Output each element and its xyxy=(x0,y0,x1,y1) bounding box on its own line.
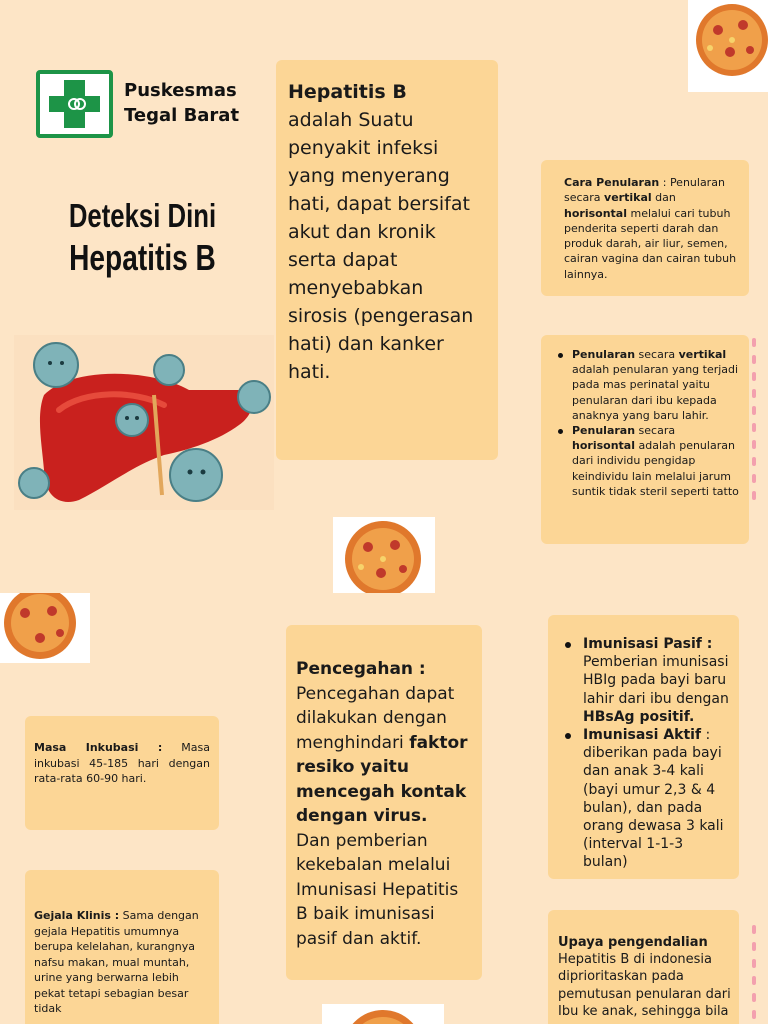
masa-inkubasi-text: Masa inkubasi 45-185 hari dengan rata-rata 60-90 hari. xyxy=(34,741,210,785)
title-line2: Hepatitis B xyxy=(69,237,216,278)
org-name xyxy=(124,78,264,128)
list-item: Penularan secara vertikal adalah penularan yang terjadi pada mas perinatal yaitu penularan dari ibu kepada anaknya yang baru lahir. xyxy=(555,347,739,423)
penularan-list xyxy=(555,347,739,499)
decorative-dots xyxy=(752,925,756,1024)
definition-card xyxy=(276,60,498,460)
cara-penularan-label: Cara Penularan xyxy=(564,176,660,189)
pencegahan-label: Pencegahan : xyxy=(296,659,426,679)
list-item: Imunisasi Aktif : diberikan pada bayi dan anak 3-4 kali (bayi umur 2,3 & 4 bulan), dan pada orang dewasa 3 kali (interval 1-1-3 bulan) xyxy=(558,726,731,872)
cara-penularan-text: Cara Penularan : Penularan secara vertikal dan horisontal melalui cari tubuh penderita seperti darah dan produk darah, air liur, semen, cairan vagina dan cairan tubuh lainnya. xyxy=(564,176,737,281)
org-name-line2: Tegal Barat xyxy=(124,105,240,126)
coronavirus-icon xyxy=(322,1004,444,1024)
masa-inkubasi-label: Masa Inkubasi : xyxy=(34,741,163,754)
liver-virus-illustration xyxy=(14,335,274,510)
definition-term: Hepatitis B xyxy=(288,81,407,103)
gejala-text: Sama dengan gejala Hepatitis umumnya berupa kelelahan, kurangnya nafsu makan, mual muntah, urine yang berwarna lebih pekat tetapi sebagian besar tidak xyxy=(34,909,199,1015)
puskesmas-logo-icon xyxy=(36,70,113,138)
upaya-text: Hepatitis B di indonesia diprioritaskan pada pemutusan penularan dari Ibu ke anak, sehingga bila xyxy=(558,952,731,1019)
masa-inkubasi-card xyxy=(25,716,219,830)
list-item: Penularan secara horisontal adalah penularan dari individu pengidap keindividu lain melalui jarum suntik tidak steril seperti tatto xyxy=(555,423,739,499)
coronavirus-icon xyxy=(0,593,90,663)
imunisasi-list xyxy=(558,635,731,872)
coronavirus-icon xyxy=(333,517,435,593)
coronavirus-icon xyxy=(688,0,768,92)
title-line1: Deteksi Dini xyxy=(68,197,217,234)
pencegahan-card: Pencegahan : Pencegahan dapat dilakukan dengan menghindari faktor resiko yaitu mencegah kontak dengan virus. Dan pemberian kekebalan melalui Imunisasi Hepatitis B baik imunisasi pasif dan aktif. xyxy=(286,625,482,980)
list-item: Imunisasi Pasif : Pemberian imunisasi HBIg pada bayi baru lahir dari ibu dengan HBsAg positif. xyxy=(558,635,731,726)
gejala-label: Gejala Klinis : xyxy=(34,909,120,922)
page-title xyxy=(40,196,245,280)
decorative-dots xyxy=(752,338,756,508)
definition-text: adalah Suatu penyakit infeksi yang menyerang hati, dapat bersifat akut dan kronik serta dapat menyebabkan sirosis (pengerasan hati) dan kanker hati. xyxy=(288,109,474,383)
upaya-label: Upaya pengendalian xyxy=(558,935,708,950)
cara-penularan-card xyxy=(541,160,749,296)
imunisasi-card xyxy=(548,615,739,879)
penularan-card xyxy=(541,335,749,544)
upaya-card xyxy=(548,910,739,1024)
org-name-line1: Puskesmas xyxy=(124,80,237,101)
gejala-klinis-card xyxy=(25,870,219,1024)
